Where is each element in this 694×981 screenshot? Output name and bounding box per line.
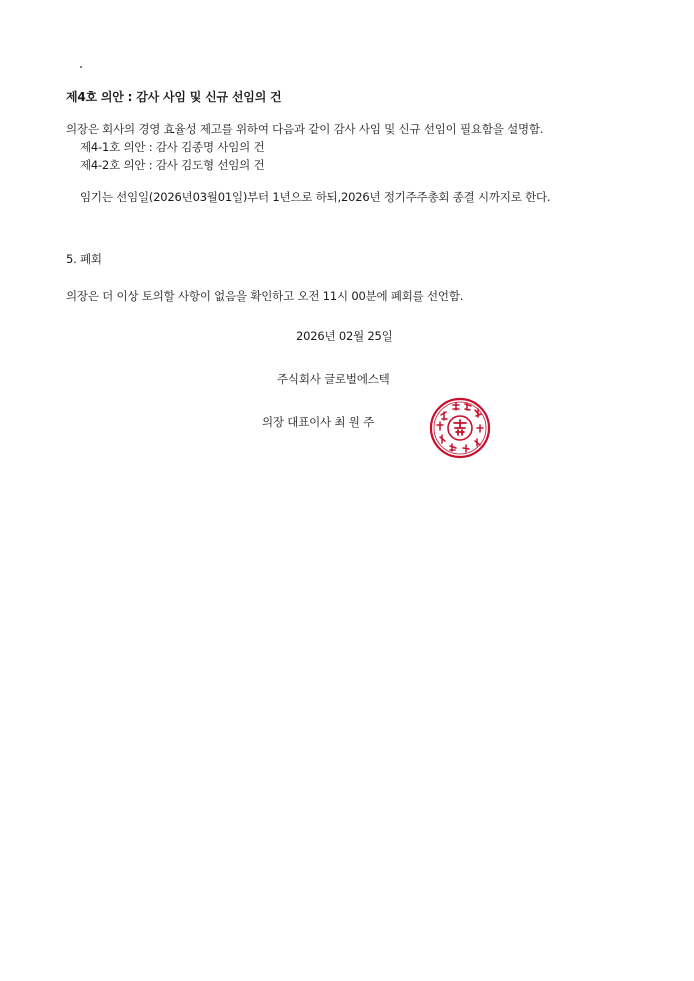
stray-mark bbox=[80, 66, 82, 68]
company-name: 주식회사 글로벌에스텍 bbox=[277, 372, 390, 386]
meeting-date: 2026년 02월 25일 bbox=[296, 329, 393, 343]
agenda-4-intro: 의장은 회사의 경영 효율성 제고를 위하여 다음과 같이 감사 사임 및 신규 선임이 필요함을 설명함. bbox=[66, 122, 544, 136]
company-seal-icon bbox=[429, 397, 491, 459]
closing-text: 의장은 더 이상 토의할 사항이 없음을 확인하고 오전 11시 00분에 폐회를 선언함. bbox=[66, 289, 464, 303]
signer-line: 의장 대표이사 최 원 주 bbox=[262, 415, 375, 429]
closing-title: 5. 폐회 bbox=[66, 252, 102, 266]
agenda-4-title: 제4호 의안 : 감사 사임 및 신규 선임의 건 bbox=[66, 90, 282, 104]
agenda-4-1-item: 제4-1호 의안 : 감사 김종명 사임의 건 bbox=[80, 140, 265, 154]
agenda-4-2-item: 제4-2호 의안 : 감사 김도형 선임의 건 bbox=[80, 158, 265, 172]
agenda-4-term: 임기는 선임일(2026년03월01일)부터 1년으로 하되,2026년 정기주주총회 종결 시까지로 한다. bbox=[80, 190, 551, 204]
